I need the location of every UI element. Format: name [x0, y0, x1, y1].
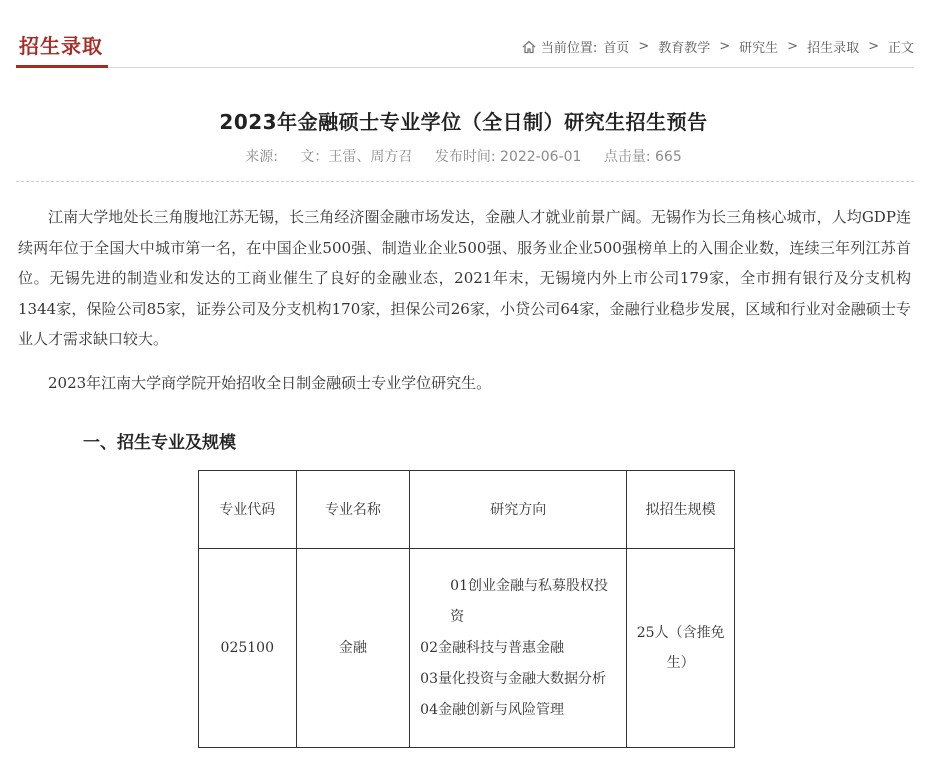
- breadcrumb-label: 当前位置:: [540, 41, 598, 56]
- breadcrumb-home[interactable]: 首页: [603, 41, 630, 56]
- meta-clicks: 点击量: 665: [603, 149, 682, 165]
- meta-source: 来源:: [245, 149, 278, 165]
- header-code: 专业代码: [199, 471, 297, 549]
- cell-scale: 25人（含推免生）: [627, 549, 735, 748]
- breadcrumb-separator: >: [868, 39, 879, 54]
- header-scale: 拟招生规模: [627, 471, 735, 549]
- enrollment-table: [198, 470, 735, 748]
- breadcrumb-separator: >: [719, 39, 731, 54]
- meta-author: 文：王雷、周方召: [300, 149, 413, 165]
- breadcrumb: [522, 37, 914, 56]
- header-direction: 研究方向: [410, 471, 627, 549]
- cell-code: 025100: [199, 549, 297, 748]
- page-header: [0, 0, 927, 80]
- breadcrumb-education[interactable]: 教育教学: [658, 41, 711, 56]
- section-title-underline: [16, 65, 108, 68]
- table-row: [199, 549, 735, 748]
- announcement-paragraph: 2023年江南大学商学院开始招收全日制金融硕士专业学位研究生。: [48, 374, 492, 392]
- direction-item: 04金融创新与风险管理: [420, 701, 564, 718]
- cell-name: 金融: [296, 549, 410, 748]
- breadcrumb-current: 正文: [887, 41, 914, 56]
- breadcrumb-separator: >: [638, 39, 650, 54]
- meta-publish-date: 发布时间: 2022-06-01: [434, 149, 582, 165]
- section-title: 招生录取: [19, 34, 103, 58]
- meta-divider: [16, 181, 914, 182]
- intro-paragraph: 江南大学地处长三角腹地江苏无锡，长三角经济圈金融市场发达，金融人才就业前景广阔。无锡作为长三角核心城市，人均GDP连续两年位于全国大中城市第一名，在中国企业500强、制造业企业500强、服务业企业500强榜单上的入围企业数，连续三年列江苏首位。无锡先进的制造业和发达的工商业催生了良好的金融业态，2021年末，无锡境内外上市公司179家，全市拥有银行及分支机构1344家，保险公司85家，证券公司及分支机构170家，担保公司26家，小贷公司64家，金融行业稳步发展，区域和行业对金融硕士专业人才需求缺口较大。: [18, 208, 911, 348]
- direction-item: 01创业金融与私募股权投资: [450, 577, 608, 625]
- article-title: 2023年金融硕士专业学位（全日制）研究生招生预告: [219, 110, 708, 134]
- home-icon: [522, 40, 536, 54]
- direction-item: 03量化投资与金融大数据分析: [420, 670, 606, 687]
- breadcrumb-admissions[interactable]: 招生录取: [807, 41, 860, 56]
- direction-item: 02金融科技与普惠金融: [420, 639, 564, 656]
- header-name: 专业名称: [296, 471, 410, 549]
- cell-directions: [410, 549, 627, 748]
- header-divider: [16, 67, 914, 68]
- breadcrumb-graduate[interactable]: 研究生: [739, 41, 779, 56]
- article-meta: [0, 146, 927, 166]
- table-header-row: [199, 471, 735, 549]
- section-heading-programs: 一、招生专业及规模: [83, 433, 236, 453]
- breadcrumb-separator: >: [787, 39, 799, 54]
